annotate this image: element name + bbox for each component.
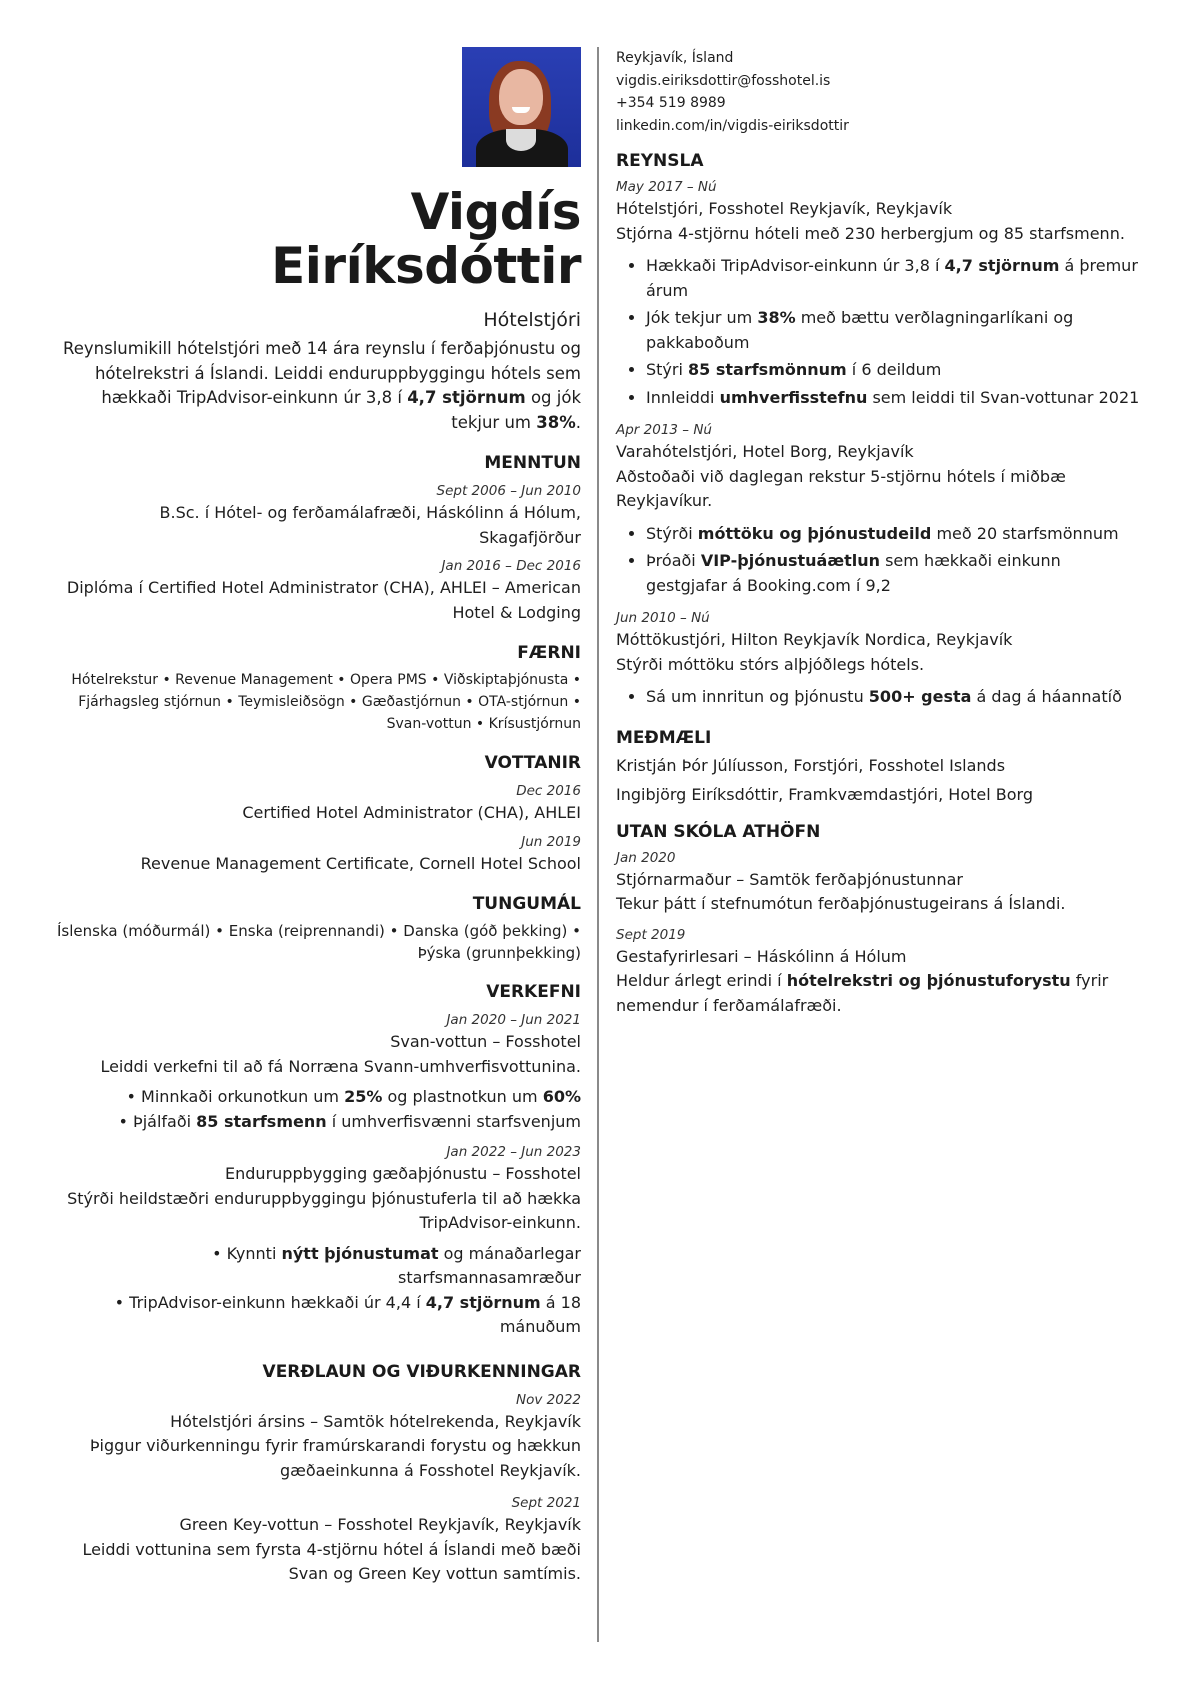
cert-entry: Revenue Management Certificate, Cornell Hotel School (140, 853, 581, 873)
job-bullet: • Þróaði VIP-þjónustuáætlun sem hækkaði einkunn gestgjafar á Booking.com í 9,2 (646, 549, 1141, 598)
column-divider (597, 47, 599, 1642)
education-date: Sept 2006 – Jun 2010 (436, 483, 581, 499)
job-bullet: • Sá um innritun og þjónustu 500+ gesta á dag á háannatíð (646, 685, 1141, 710)
job-date: Apr 2013 – Nú (616, 422, 712, 438)
contact-phone: +354 519 8989 (616, 95, 726, 111)
activity-desc: Heldur árlegt erindi í hótelrekstri og þjónustuforystu fyrir nemendur í ferðamálafræði. (616, 971, 1109, 1015)
project-bullet: • TripAdvisor-einkunn hækkaði úr 4,4 í 4,7 stjörnum á 18 mánuðum (114, 1292, 581, 1336)
project-date: Jan 2022 – Jun 2023 (446, 1144, 581, 1160)
right-column (616, 47, 1141, 1018)
activity-desc: Tekur þátt í stefnumótun ferðaþjónustugeirans á Íslandi. (616, 894, 1066, 913)
job-bullets (616, 522, 1141, 599)
job-bullet: • Innleiddi umhverfisstefnu sem leiddi til Svan-vottunar 2021 (646, 386, 1141, 411)
award-desc: Leiddi vottunina sem fyrsta 4-stjörnu hótel á Íslandi með bæði Svan og Green Key vottun samtímis. (82, 1539, 581, 1583)
project-title: Svan-vottun – Fosshotel (390, 1032, 581, 1051)
left-column (56, 47, 581, 1587)
project-bullet: • Minnkaði orkunotkun um 25% og plastnotkun um 60% (126, 1087, 581, 1106)
project-bullet: • Þjálfaði 85 starfsmenn í umhverfisvænni starfsvenjum (118, 1111, 581, 1131)
job-desc: Aðstoðaði við daglegan rekstur 5-stjörnu hótels í miðbæ Reykjavíkur. (616, 466, 1066, 510)
award-date: Sept 2021 (511, 1495, 581, 1511)
activity-date: Jan 2020 (616, 849, 676, 866)
full-name (56, 185, 581, 293)
experience-heading: REYNSLA (616, 151, 704, 171)
cert-date: Jun 2019 (521, 833, 581, 850)
extracurricular-heading: UTAN SKÓLA ATHÖFN (616, 821, 821, 842)
cert-entry: Certified Hotel Administrator (CHA), AHLEI (242, 803, 581, 822)
awards-heading: VERÐLAUN OG VIÐURKENNINGAR (262, 1361, 581, 1382)
reference-entry: Ingibjörg Eiríksdóttir, Framkvæmdastjóri, Hotel Borg (616, 785, 1033, 804)
activity-title: Gestafyrirlesari – Háskólinn á Hólum (616, 946, 907, 966)
skills-list: Hótelrekstur • Revenue Management • Opera PMS • Viðskiptaþjónusta • Fjárhagsleg stjórnun • Teymisleiðsögn • Gæðastjórnun • OTA-stjórnun • Svan-vottun • Krísustjórnun (71, 672, 581, 732)
contact-linkedin[interactable]: linkedin.com/in/vigdis-eiriksdottir (616, 117, 849, 134)
job-title: Móttökustjóri, Hilton Reykjavík Nordica, Reykjavík (616, 630, 1013, 649)
award-title: Green Key-vottun – Fosshotel Reykjavík, Reykjavík (179, 1515, 581, 1534)
activity-title: Stjórnarmaður – Samtök ferðaþjónustunnar (616, 869, 963, 889)
job-bullet: • Hækkaði TripAdvisor-einkunn úr 3,8 í 4,7 stjörnum á þremur árum (646, 254, 1141, 303)
languages-heading: TUNGUMÁL (472, 894, 581, 914)
education-heading: MENNTUN (484, 453, 581, 473)
job-bullet: • Jók tekjur um 38% með bættu verðlagningarlíkani og pakkaboðum (646, 306, 1141, 355)
job-bullets (616, 685, 1141, 710)
project-desc: Stýrði heildstæðri enduruppbyggingu þjónustuferla til að hækka TripAdvisor-einkunn. (67, 1188, 581, 1232)
job-desc: Stjórna 4-stjörnu hóteli með 230 herbergjum og 85 starfsmenn. (616, 223, 1125, 243)
projects-heading: VERKEFNI (486, 982, 581, 1002)
contact-location: Reykjavík, Ísland (616, 50, 734, 66)
project-bullet: • Kynnti nýtt þjónustumat og mánaðarlegar starfsmannasamræður (212, 1243, 581, 1287)
profile-photo (462, 47, 581, 167)
job-title: Varahótelstjóri, Hotel Borg, Reykjavík (616, 442, 914, 461)
certifications-heading: VOTTANIR (484, 753, 581, 773)
first-name: Vigdís (410, 183, 581, 241)
project-desc: Leiddi verkefni til að fá Norræna Svann-umhverfisvottunina. (100, 1056, 581, 1076)
reference-entry: Kristján Þór Júlíusson, Forstjóri, Fosshotel Islands (616, 755, 1006, 775)
job-date: Jun 2010 – Nú (616, 610, 710, 626)
project-title: Enduruppbygging gæðaþjónustu – Fosshotel (225, 1164, 581, 1183)
job-date: May 2017 – Nú (616, 179, 717, 195)
job-title: Hótelstjóri (483, 309, 581, 331)
education-date: Jan 2016 – Dec 2016 (441, 558, 581, 574)
award-title: Hótelstjóri ársins – Samtök hótelrekenda, Reykjavík (170, 1411, 581, 1431)
languages-list: Íslenska (móðurmál) • Enska (reiprennandi) • Danska (góð þekking) • Þýska (grunnþekking) (57, 922, 581, 962)
summary: Reynslumikill hótelstjóri með 14 ára reynslu í ferðaþjónustu og hótelrekstri á Íslandi. Leiddi enduruppbyggingu hótels sem hækkaði TripAdvisor-einkunn úr 3,8 í 4,7 stjörnum og jók tekjur um 38%. (63, 339, 581, 432)
last-name: Eiríksdóttir (271, 237, 581, 295)
award-desc: Þiggur viðurkenningu fyrir framúrskarandi forystu og hækkun gæðaeinkunna á Fosshotel Reykjavík. (89, 1436, 581, 1480)
job-bullet: • Stýrði móttöku og þjónustudeild með 20 starfsmönnum (646, 522, 1141, 547)
activity-date: Sept 2019 (616, 926, 686, 943)
education-entry: B.Sc. í Hótel- og ferðamálafræði, Háskólinn á Hólum, Skagafjörður (159, 503, 581, 547)
project-date: Jan 2020 – Jun 2021 (446, 1012, 581, 1028)
job-bullet: • Stýri 85 starfsmönnum í 6 deildum (646, 358, 1141, 383)
skills-heading: FÆRNI (517, 643, 581, 663)
job-desc: Stýrði móttöku stórs alþjóðlegs hótels. (616, 654, 925, 674)
award-date: Nov 2022 (516, 1391, 581, 1408)
job-title: Hótelstjóri, Fosshotel Reykjavík, Reykjavík (616, 199, 953, 218)
education-entry: Diplóma í Certified Hotel Administrator (CHA), AHLEI – American Hotel & Lodging (66, 578, 581, 622)
references-heading: MEÐMÆLI (616, 727, 712, 748)
cert-date: Dec 2016 (516, 783, 581, 799)
contact-email[interactable]: vigdis.eiriksdottir@fosshotel.is (616, 72, 831, 89)
job-bullets (616, 254, 1141, 410)
